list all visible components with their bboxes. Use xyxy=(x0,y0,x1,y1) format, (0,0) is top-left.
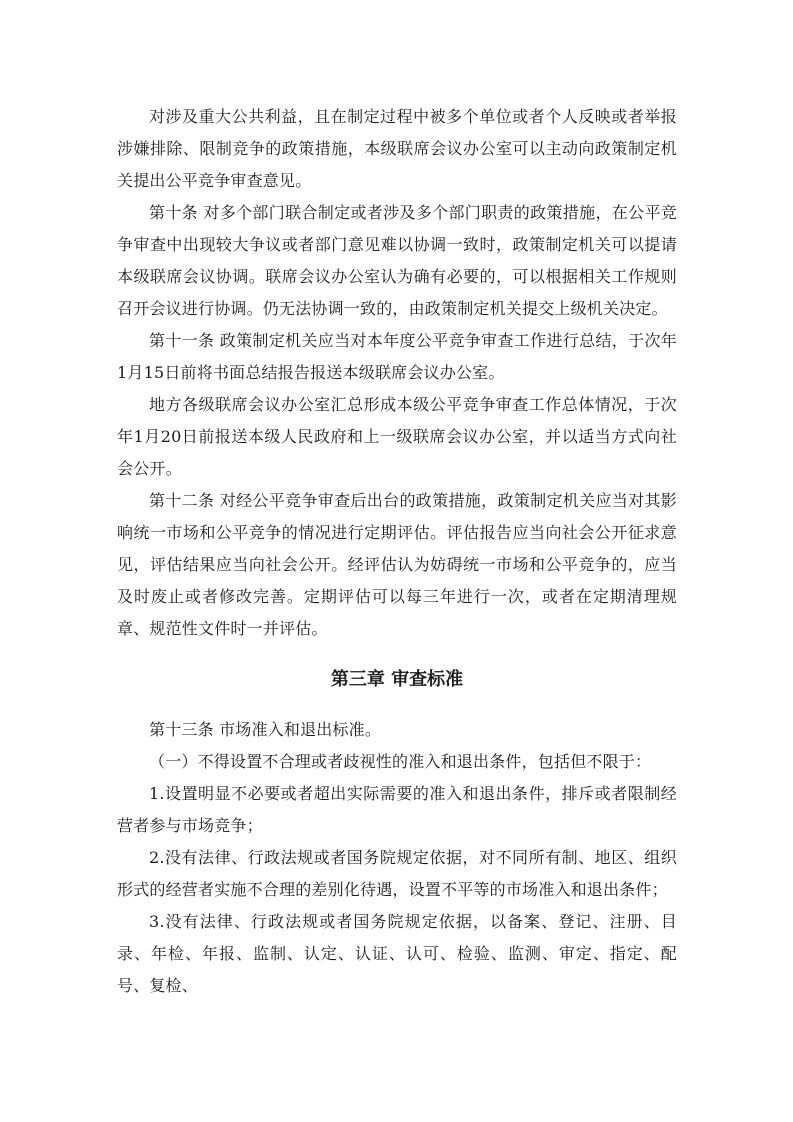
paragraph-article-10: 第十条 对多个部门联合制定或者涉及多个部门职责的政策措施，在公平竞争审查中出现较大争议或者部门意见难以协调一致时，政策制定机关可以提请本级联席会议协调。联席会议办公室认为确有必要的，可以根据相关工作规则召开会议进行协调。仍无法协调一致的，由政策制定机关提交上级机关决定。 xyxy=(117,203,677,318)
paragraph-joint-office-summary: 地方各级联席会议办公室汇总形成本级公平竞争审查工作总体情况，于次年1月20日前报送本级人民政府和上一级联席会议办公室，并以适当方式向社会公开。 xyxy=(117,395,677,478)
paragraph-item-2: 2.没有法律、行政法规或者国务院规定依据，对不同所有制、地区、组织形式的经营者实施不合理的差别化待遇，设置不平等的市场准入和退出条件； xyxy=(117,848,677,899)
paragraph-clause-1: （一）不得设置不合理或者歧视性的准入和退出条件，包括但不限于： xyxy=(149,752,652,771)
paragraph-public-interest: 对涉及重大公共利益，且在制定过程中被多个单位或者个人反映或者举报涉嫌排除、限制竞争的政策措施，本级联席会议办公室可以主动向政策制定机关提出公平竞争审查意见。 xyxy=(117,107,677,190)
paragraph-article-12: 第十二条 对经公平竞争审查后出台的政策措施，政策制定机关应当对其影响统一市场和公平竞争的情况进行定期评估。评估报告应当向社会公开征求意见，评估结果应当向社会公开。经评估认为妨碍统一市场和公平竞争的，应当及时废止或者修改完善。定期评估可以每三年进行一次，或者在定期清理规章、规范性文件时一并评估。 xyxy=(117,491,677,638)
chapter-heading: 第三章 审查标准 xyxy=(330,669,464,690)
paragraph-item-1: 1.设置明显不必要或者超出实际需要的准入和退出条件，排斥或者限制经营者参与市场竞争； xyxy=(117,784,677,835)
document-page xyxy=(117,101,677,1002)
paragraph-item-3: 3.没有法律、行政法规或者国务院规定依据，以备案、登记、注册、目录、年检、年报、监制、认定、认证、认可、检验、监测、审定、指定、配号、复检、 xyxy=(117,912,677,995)
paragraph-article-11: 第十一条 政策制定机关应当对本年度公平竞争审查工作进行总结，于次年1月15日前将书面总结报告报送本级联席会议办公室。 xyxy=(117,331,677,382)
paragraph-article-13: 第十三条 市场准入和退出标准。 xyxy=(149,720,382,739)
